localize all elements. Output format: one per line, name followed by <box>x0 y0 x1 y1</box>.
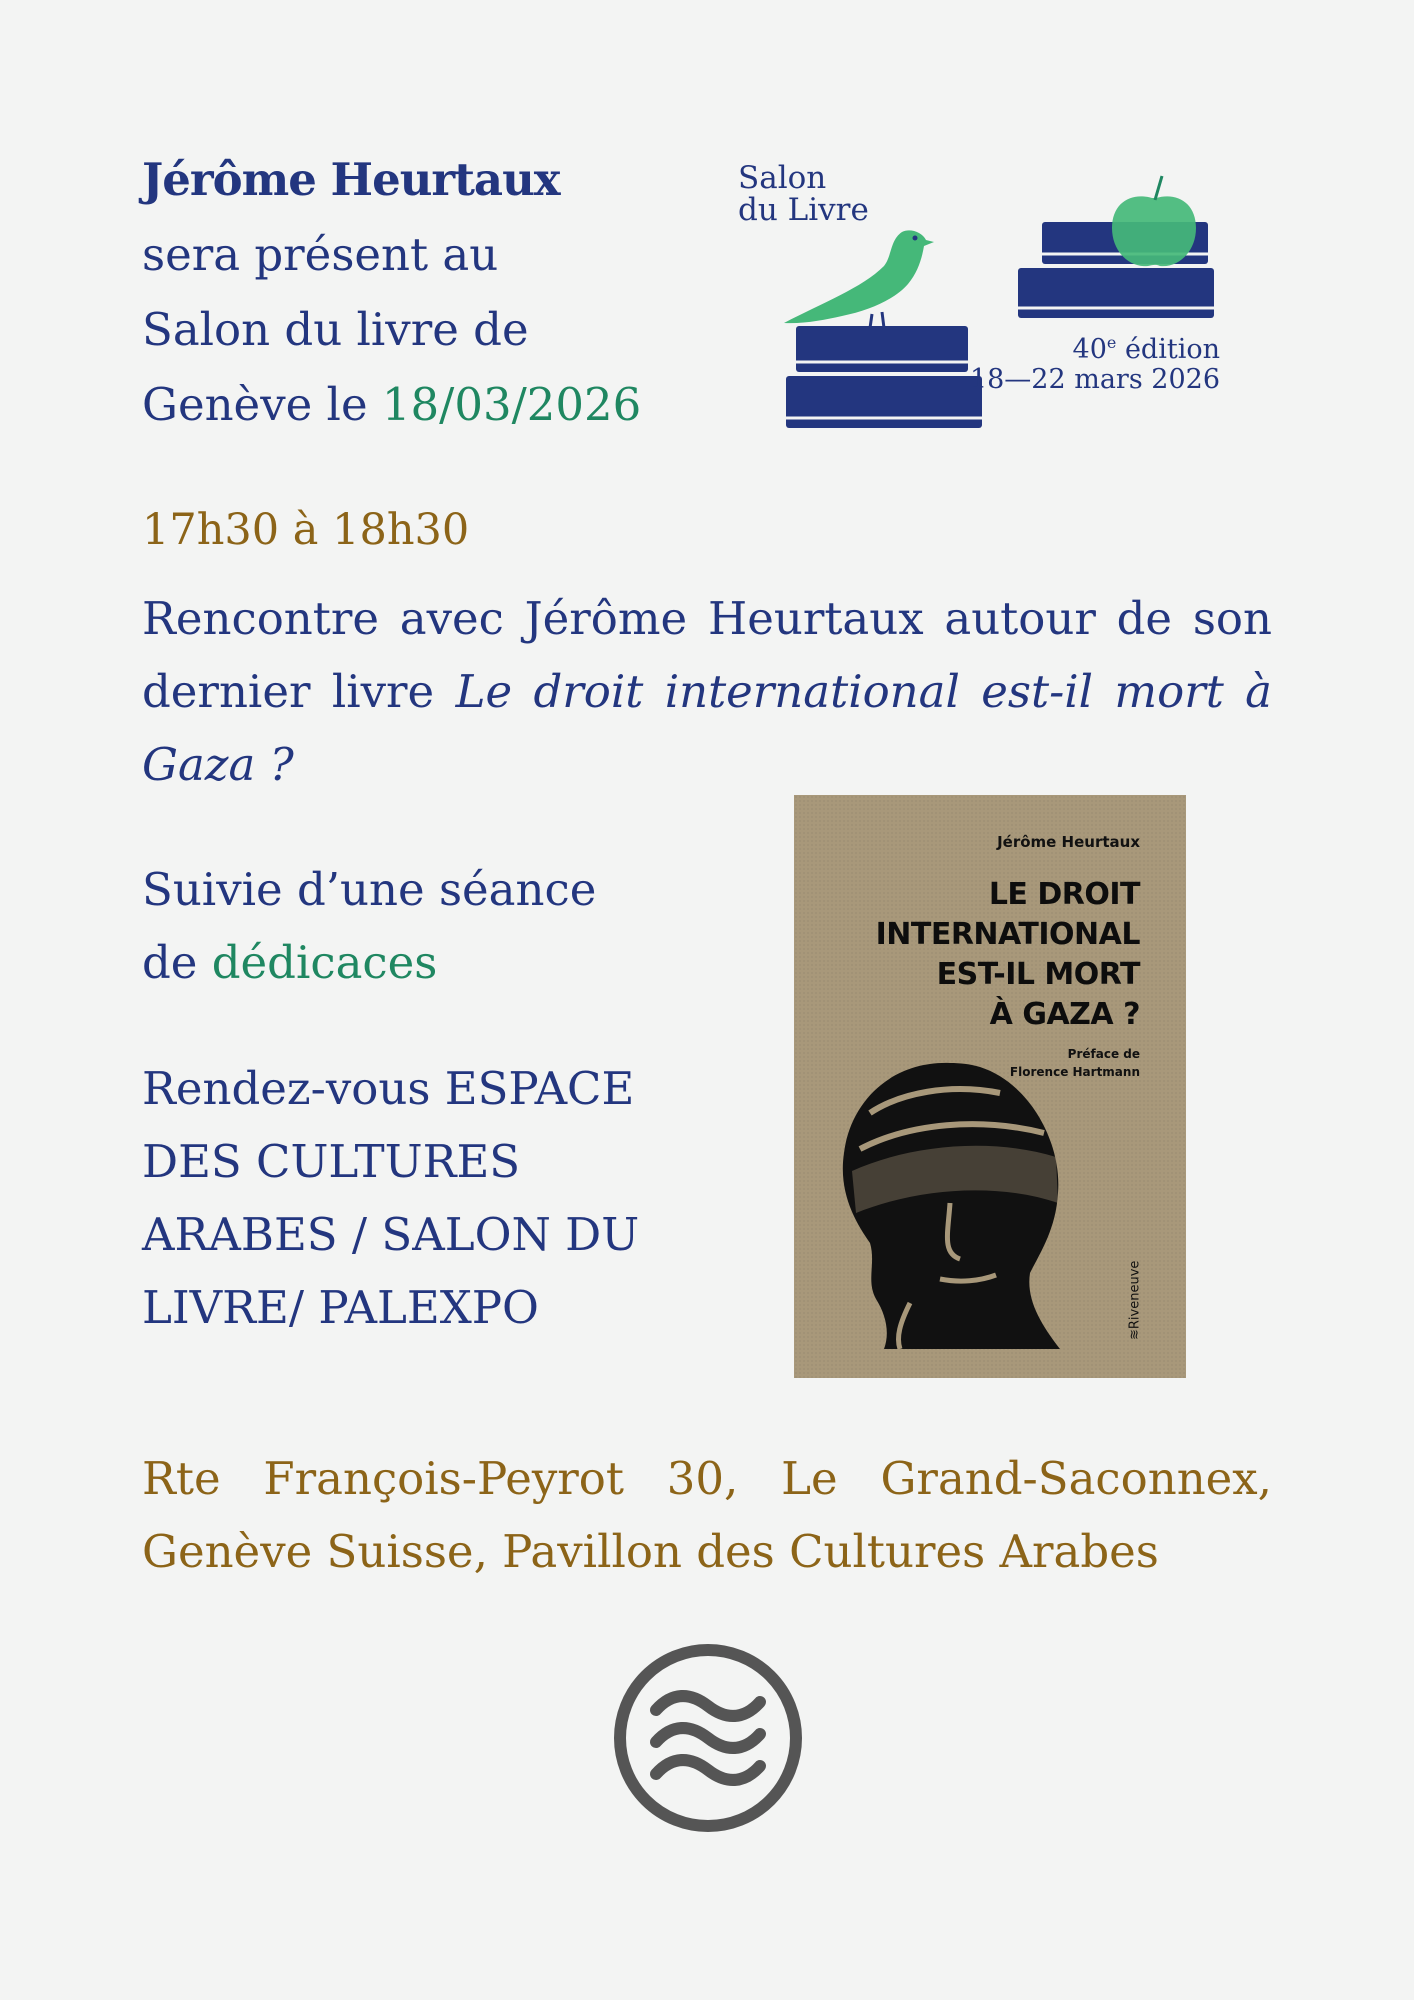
signing-highlight: dédicaces <box>211 936 438 989</box>
pigeon-icon <box>784 230 934 328</box>
blindfolded-head-illustration <box>830 1053 1100 1353</box>
book-cover-title <box>810 875 1140 1035</box>
meeting-text: Rencontre avec Jérôme Heurtaux autour de son dernier livre <box>142 592 1272 718</box>
venue-line-3: ARABES / SALON DU <box>142 1208 640 1261</box>
intro-line-2: sera présent au <box>142 228 499 281</box>
event-time: 17h30 à 18h30 <box>142 505 470 555</box>
salon-logo-title-line-2: du Livre <box>738 192 869 228</box>
book-stack-left-top <box>796 326 968 372</box>
meeting-description <box>142 582 1272 801</box>
edition-suffix: e <box>1106 333 1117 352</box>
book-cover-preface-line-1: Préface de <box>1067 1047 1140 1061</box>
book-stack-left-bottom <box>786 376 982 428</box>
event-date: 18/03/2026 <box>381 378 642 431</box>
signing-info <box>142 853 702 999</box>
salon-logo-illustration <box>712 148 1272 448</box>
book-cover-title-line-3: EST-IL MORT <box>936 957 1140 992</box>
riveneuve-waves-icon <box>610 1640 806 1836</box>
book-title-italic: Le droit international est-il mort à Gaza ? <box>142 665 1272 791</box>
book-cover-title-line-4: À GAZA ? <box>989 997 1140 1032</box>
edition-number: 40 <box>1072 334 1107 365</box>
intro-block <box>142 142 702 442</box>
salon-du-livre-logo <box>712 148 1272 448</box>
intro-line-4 <box>142 367 702 442</box>
signing-line-2 <box>142 926 702 999</box>
book-cover-preface-line-2: Florence Hartmann <box>1009 1065 1140 1079</box>
venue-line-2: DES CULTURES <box>142 1135 521 1188</box>
salon-logo-title-line-1: Salon <box>738 160 827 196</box>
book-stack-right-bottom <box>1018 268 1214 318</box>
salon-logo-edition-line <box>970 328 1220 365</box>
venue-address: Rte François-Peyrot 30, Le Grand-Saconnex, Genève Suisse, Pavillon des Cultures Arabes <box>142 1452 1272 1578</box>
edition-word: édition <box>1116 334 1220 365</box>
book-cover-author: Jérôme Heurtaux <box>997 833 1140 851</box>
venue-line-1: Rendez-vous ESPACE <box>142 1062 635 1115</box>
book-cover-title-line-1: LE DROIT <box>988 877 1140 912</box>
venue-info <box>142 1052 702 1344</box>
intro-line-4-prefix: Genève le <box>142 378 382 431</box>
signing-line-2-prefix: de <box>142 936 212 989</box>
apple-icon <box>1112 176 1196 266</box>
book-cover-title-line-2: INTERNATIONAL <box>875 917 1140 952</box>
venue-line-4: LIVRE/ PALEXPO <box>142 1281 539 1334</box>
book-cover <box>794 795 1186 1378</box>
book-cover-publisher: ≋Riveneuve <box>1127 1260 1142 1340</box>
author-name: Jérôme Heurtaux <box>142 153 560 206</box>
signing-line-1: Suivie d’une séance <box>142 863 597 916</box>
salon-logo-dates: 18—22 mars 2026 <box>969 364 1220 395</box>
intro-line-3: Salon du livre de <box>142 303 529 356</box>
salon-logo-edition <box>970 328 1220 395</box>
